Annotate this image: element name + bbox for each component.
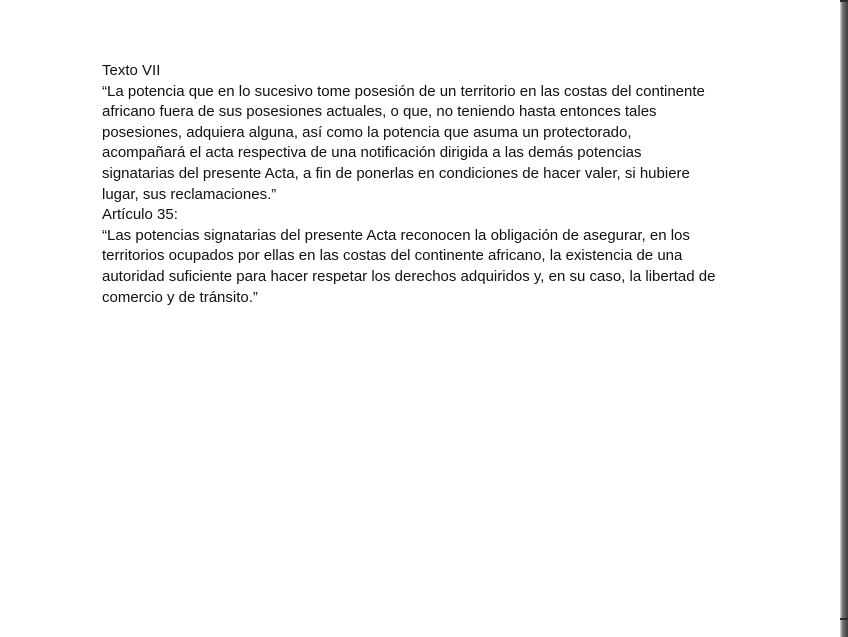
document-body xyxy=(102,61,752,308)
quote-2-line-2: territorios ocupados por ellas en las costas del continente africano, la existencia de una xyxy=(102,247,683,265)
edge-mark xyxy=(840,618,848,620)
quote-2-line-4: comercio y de tránsito.” xyxy=(102,288,258,306)
heading-texto-vii: Texto VII xyxy=(102,62,161,79)
quote-1-line-6: lugar, sus reclamaciones.” xyxy=(102,185,277,203)
quote-2-line-1: “Las potencias signatarias del presente Acta reconocen la obligación de asegurar, en los xyxy=(102,226,690,244)
quote-1-line-3: posesiones, adquiera alguna, así como la potencia que asuma un protectorado, xyxy=(102,123,632,141)
quote-1-line-4: acompañará el acta respectiva de una notificación dirigida a las demás potencias xyxy=(102,144,642,162)
heading-articulo-35: Artículo 35: xyxy=(102,206,178,224)
quote-1-line-5: signatarias del presente Acta, a fin de ponerlas en condiciones de hacer valer, si hubiere xyxy=(102,164,690,182)
quote-1-line-1: “La potencia que en lo sucesivo tome posesión de un territorio en las costas del continente xyxy=(102,82,705,100)
window-edge-scrollbar[interactable] xyxy=(840,0,848,637)
quote-1-line-2: africano fuera de sus posesiones actuales, o que, no teniendo hasta entonces tales xyxy=(102,103,657,121)
quote-2-line-3: autoridad suficiente para hacer respetar los derechos adquiridos y, en su caso, la libertad de xyxy=(102,267,716,285)
edge-mark xyxy=(840,0,848,2)
